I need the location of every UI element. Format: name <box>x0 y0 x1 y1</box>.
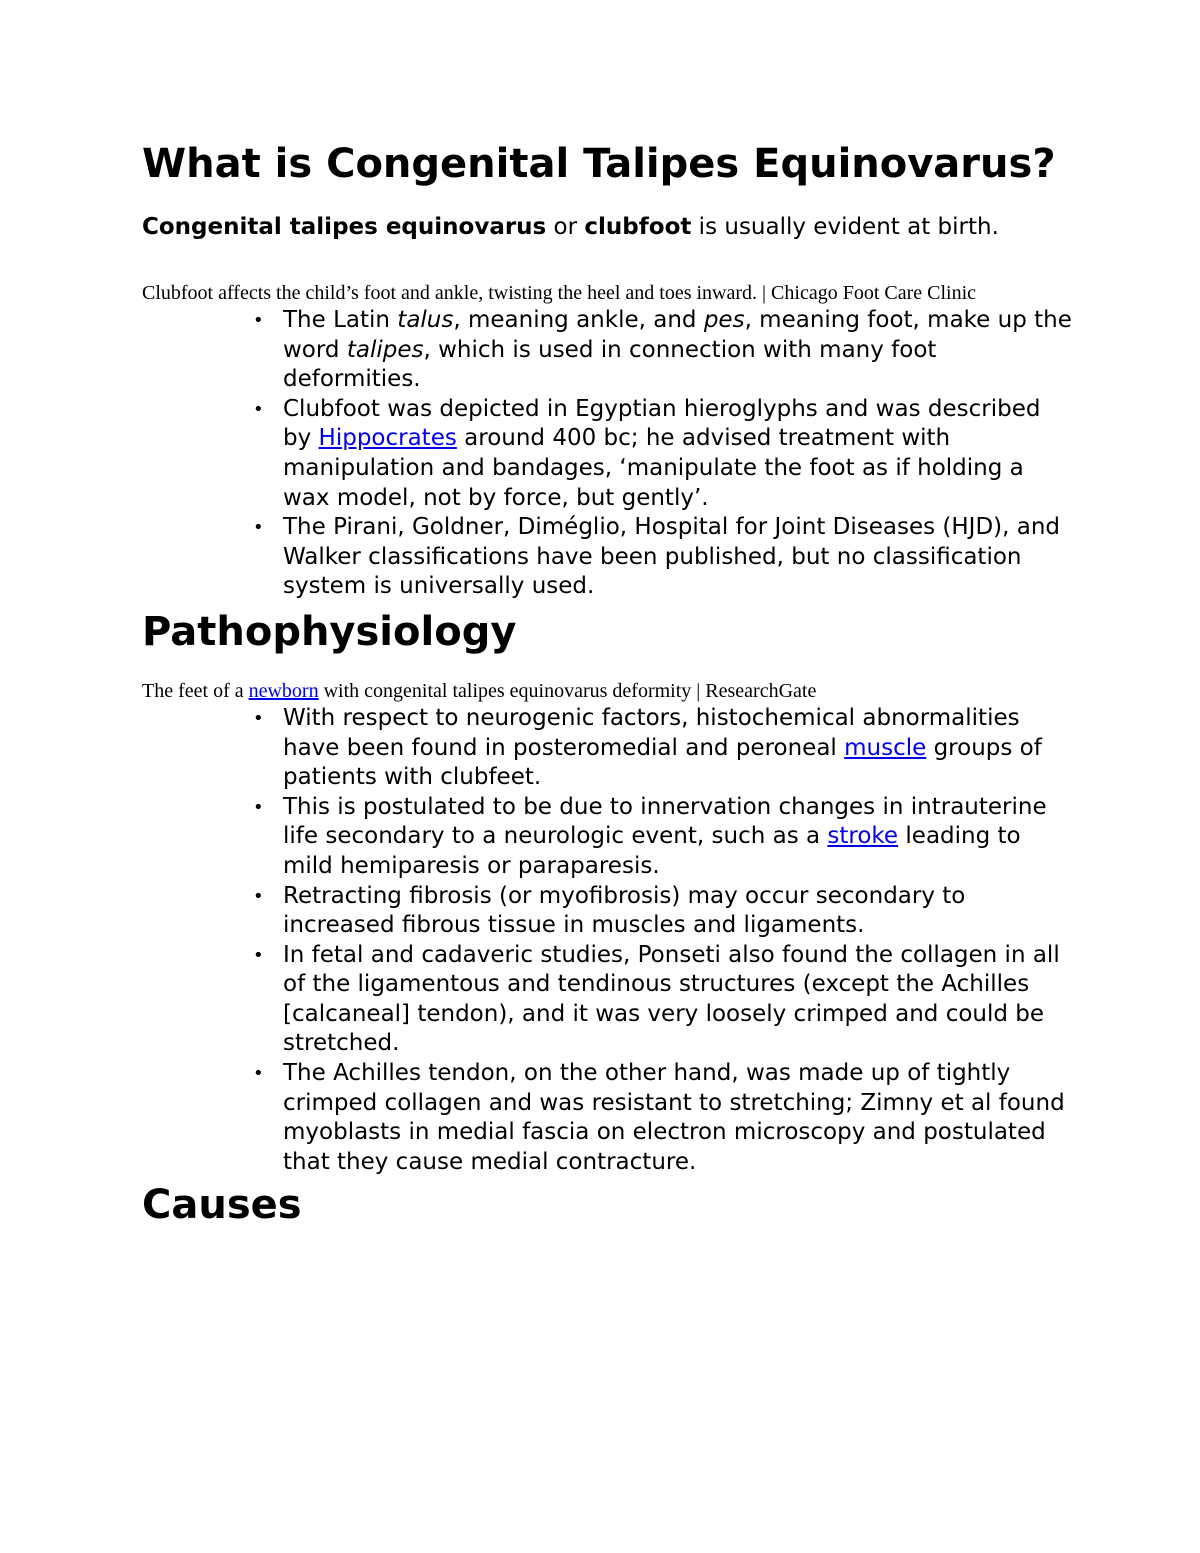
text-run: Clubfoot was depicted in Egyptian hieroglyphs and was described by <box>283 395 1041 452</box>
text-run: groups of patients with clubfeet. <box>283 734 1042 791</box>
muscle-link[interactable]: muscle <box>844 734 927 761</box>
document-page <box>142 138 1072 1231</box>
bullet-icon: • <box>253 1063 264 1085</box>
intro-bullet-list <box>142 306 1073 602</box>
stroke-link[interactable]: stroke <box>827 823 899 850</box>
bullet-icon: • <box>253 517 264 539</box>
lead-term-talipes: Congenital talipes equinovarus <box>142 214 547 240</box>
list-item <box>253 793 1073 882</box>
image-caption-newborn <box>142 678 1072 704</box>
text-run: The Latin <box>283 307 398 333</box>
lead-or: or <box>546 214 585 240</box>
text-run: This is postulated to be due to innervation changes in intrauterine life secondary to a neurologic event, such as a <box>283 793 1047 850</box>
heading-causes: Causes <box>142 1182 302 1229</box>
text-run: , which is used in connection with many foot deformities. <box>283 336 937 393</box>
list-item <box>253 306 1073 395</box>
text-run: The Achilles tendon, on the other hand, was made up of tightly crimped collagen and was resistant to stretching; Zimny et al found myoblasts in medial fascia on electron microscopy and postulated that they cause medial contracture. <box>283 1060 1065 1175</box>
italic-term: pes <box>703 307 745 333</box>
text-run: with congenital talipes equinovarus deformity | ResearchGate <box>318 679 817 702</box>
hippocrates-link[interactable]: Hippocrates <box>318 425 457 452</box>
list-item <box>253 704 1073 793</box>
bullet-icon: • <box>253 796 264 818</box>
text-run: , meaning foot, make up the word <box>283 307 1072 363</box>
list-item <box>253 941 1073 1059</box>
text-run: Retracting fibrosis (or myofibrosis) may occur secondary to increased fibrous tissue in muscles and ligaments. <box>283 882 966 939</box>
bullet-icon: • <box>253 885 264 907</box>
pathophysiology-bullet-list <box>142 704 1073 1178</box>
page-title: What is Congenital Talipes Equinovarus? <box>142 141 1056 187</box>
lead-term-clubfoot: clubfoot <box>584 214 692 240</box>
bullet-icon: • <box>253 310 264 331</box>
text-run: The Pirani, Goldner, Diméglio, Hospital for Joint Diseases (HJD), and Walker classifications have been published, but no classification system is universally used. <box>283 514 1061 600</box>
list-item <box>253 395 1073 513</box>
list-item <box>253 513 1073 602</box>
newborn-link[interactable]: newborn <box>248 679 319 702</box>
text-run: The feet of a <box>142 679 249 702</box>
text-run: around 400 bc; he advised treatment with manipulation and bandages, ‘manipulate the foot as if holding a wax model, not by force, but gently’. <box>283 425 1024 511</box>
lead-paragraph <box>142 212 1072 242</box>
image-caption-clubfoot: Clubfoot affects the child’s foot and ankle, twisting the heel and toes inward. | Chicago Foot Care Clinic <box>142 282 977 304</box>
heading-pathophysiology: Pathophysiology <box>142 608 517 655</box>
bullet-icon: • <box>253 398 264 420</box>
text-run: , meaning ankle, and <box>453 307 704 333</box>
text-run: In fetal and cadaveric studies, Ponseti also found the collagen in all of the ligamentous and tendinous structures (except the Achilles [calcaneal] tendon), and it was very loosely crimped and could be stretched. <box>283 941 1060 1057</box>
list-item <box>253 882 1073 941</box>
list-item <box>253 1059 1073 1177</box>
text-run: With respect to neurogenic factors, histochemical abnormalities have been found in posteromedial and peroneal <box>283 704 1020 761</box>
lead-rest: is usually evident at birth. <box>691 214 999 240</box>
text-run: leading to mild hemiparesis or paraparesis. <box>283 823 1021 879</box>
italic-term: talipes <box>346 336 424 363</box>
bullet-icon: • <box>253 944 264 966</box>
italic-term: talus <box>397 307 454 333</box>
bullet-icon: • <box>253 707 264 729</box>
